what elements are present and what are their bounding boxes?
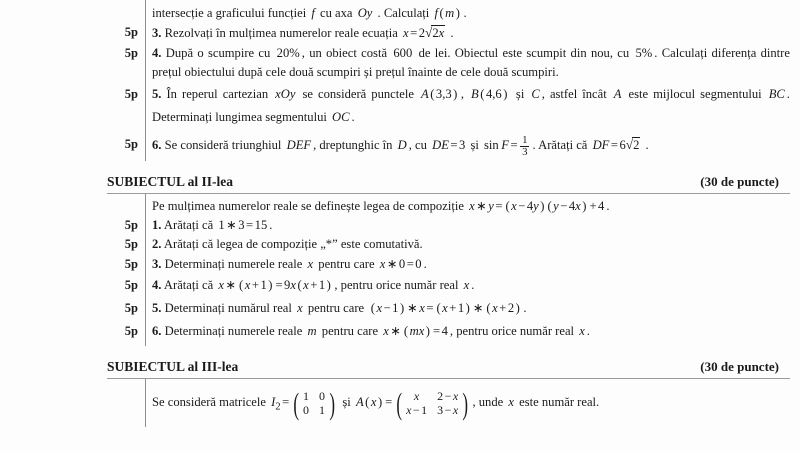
subject-1-block xyxy=(107,0,790,161)
frag-dupa-d: Calculați diferența dintre prețul obiectului după cele două scumpiri și prețul înainte de cele două scumpiri. xyxy=(152,45,790,80)
math-point-B: B ( 4,6 ) xyxy=(471,86,508,101)
item-text xyxy=(152,274,790,297)
subject-3-intro xyxy=(146,379,790,421)
frag-pentru-orice-2: , pentru orice număr real xyxy=(449,324,575,339)
frag-rezolvati: Rezolvați în mulțimea numerelor reale ecuația xyxy=(164,26,398,41)
frag-si-1: și xyxy=(515,86,525,101)
item-number-s1-4: 4. xyxy=(152,45,162,60)
spacer-after-subject-1 xyxy=(0,161,800,174)
math-point-A: A ( 3,3 ) xyxy=(420,86,458,101)
subject-2-points: (30 de puncte) xyxy=(700,173,779,189)
frag-dot-12: . xyxy=(586,324,590,339)
item-number-s2-1: 1. xyxy=(152,218,162,233)
frag-in-reperul: În reperul cartezian xyxy=(166,86,269,101)
item-text xyxy=(152,255,790,274)
subject-2-item-1 xyxy=(124,216,790,235)
frag-dreptunghic-in: , dreptunghic în xyxy=(313,137,393,152)
math-eq-x-2sqrt2x: x = 2√2x xyxy=(403,25,445,41)
frag-pentru-orice-1: , pentru orice număr real xyxy=(334,278,459,293)
item-text xyxy=(152,297,790,320)
math-xstar-xplus1: x ∗ ( x + 1 ) = 9x ( x + 1 ) xyxy=(218,278,331,293)
subject-2-header xyxy=(0,174,800,190)
frag-dupa-c: de lei. Obiectul este scumpit din nou, cu xyxy=(418,45,630,60)
math-Oy: Oy xyxy=(357,6,373,20)
item-text xyxy=(152,235,790,254)
math-segment-BC: BC xyxy=(768,86,785,101)
subject-2-item-4 xyxy=(124,274,790,297)
math-var-m: m xyxy=(307,324,317,339)
score-label-s2-4: 5p xyxy=(124,278,138,293)
frag-astfel-incat: , astfel încât xyxy=(541,86,607,101)
score-label-s2-5: 5p xyxy=(124,301,138,316)
frag-comma-1: , xyxy=(460,86,464,101)
item-text xyxy=(152,44,790,83)
frag-este-numar-real: este număr real. xyxy=(519,395,600,410)
spacer-after-subject-2 xyxy=(0,346,800,359)
math-point-A2: A xyxy=(613,86,622,101)
item-number-s2-4: 4. xyxy=(152,278,162,293)
frag-pentru-care-1: pentru care xyxy=(318,256,375,271)
value-20-percent: 20% xyxy=(276,45,300,60)
subject-2-item-6 xyxy=(124,320,790,346)
frag-dot-2: . xyxy=(450,26,454,41)
frag-dupa-b: , un obiect costă xyxy=(301,45,388,60)
value-600: 600 xyxy=(393,45,413,60)
item-text xyxy=(152,83,790,129)
math-DF-eq-6sqrt2: DF = 6√2 xyxy=(592,136,640,152)
math-var-x-5: x xyxy=(508,395,514,410)
frag-dot-3: . xyxy=(654,45,658,60)
math-point-C: C xyxy=(531,86,540,101)
score-label-s2-1: 5p xyxy=(124,218,138,233)
math-var-x-3: x xyxy=(297,301,303,316)
subject-2-item-2 xyxy=(124,235,790,254)
score-label-s2-6: 5p xyxy=(124,324,138,339)
score-label-s2-3: 5p xyxy=(124,256,138,271)
item-text xyxy=(152,23,790,43)
subject-1-item-5 xyxy=(124,83,790,129)
subject-2-item-3 xyxy=(124,255,790,274)
frag-se-considera-triunghiul: Se consideră triunghiul xyxy=(164,137,282,152)
continued-text xyxy=(152,4,790,23)
item-text xyxy=(152,216,790,235)
item-number-s2-5: 5. xyxy=(152,301,162,316)
math-f-of-m: f ( m ) xyxy=(434,6,460,20)
frag-cu: , cu xyxy=(408,137,427,152)
frag-dot-8: . xyxy=(269,218,273,233)
math-xstar0-eq-0: x ∗ 0 = 0 xyxy=(379,256,422,271)
subject-3-title: SUBIECTUL al III-lea xyxy=(107,359,239,375)
math-xstar-mx-eq-4: x ∗ ( mx ) = 4 xyxy=(383,324,448,339)
math-segment-OC: OC xyxy=(332,109,350,124)
math-sinF-eq-one-third: sin F = $\frac{1}{3}$ xyxy=(484,133,528,158)
subject-3-points: (30 de puncte) xyxy=(700,359,779,375)
subject-2-item-5 xyxy=(124,297,790,320)
subject-3-header xyxy=(0,359,800,375)
frag-pentru-care-3: pentru care xyxy=(321,324,379,339)
frag-determinati-numarul: Determinați numărul real xyxy=(164,301,292,316)
item-number-s1-6: 6. xyxy=(152,137,162,152)
score-label-s1-5: 5p xyxy=(124,86,138,101)
frag-dupa-a: După o scumpire cu xyxy=(165,45,271,60)
frag-si-2: și xyxy=(470,137,479,152)
frag-si-3: și xyxy=(342,395,351,410)
frag-pentru-care-2: pentru care xyxy=(307,301,365,316)
frag-aratati-ca-2: Arătați că xyxy=(163,218,214,233)
frag-aratati-ca-1: Arătați că xyxy=(538,137,588,152)
math-f: f xyxy=(311,6,315,20)
item-number-s2-2: 2. xyxy=(152,237,162,252)
frag-dot-11: . xyxy=(523,301,527,316)
frag-aratati-ca-3: Arătați că xyxy=(163,278,214,293)
score-label-s1-4: 5p xyxy=(124,45,138,60)
math-1star3-eq-15: 1 ∗ 3 = 15 xyxy=(218,218,268,233)
frag-se-considera-matricele: Se consideră matricele xyxy=(152,395,266,410)
frag-intersectie: intersecție a graficului funcției xyxy=(152,6,307,20)
frag-calculati: . Calculați xyxy=(377,6,430,20)
item-number-s2-6: 6. xyxy=(152,324,162,339)
frag-dot-5: . xyxy=(532,137,536,152)
item-text xyxy=(152,133,790,158)
score-label-s1-6: 5p xyxy=(124,136,138,151)
item-number-s2-3: 3. xyxy=(152,256,162,271)
item-number-s1-5: 5. xyxy=(152,86,162,101)
score-label-s1-3: 5p xyxy=(124,25,138,40)
math-triangle-DEF: DEF xyxy=(286,137,312,152)
math-var-x-1: x xyxy=(307,256,314,271)
math-var-x-4: x xyxy=(579,324,585,339)
math-vertex-D: D xyxy=(397,137,407,152)
item-number-s1-3: 3. xyxy=(152,26,162,41)
math-composition-law: x ∗ y = ( x − 4y ) ( y − 4x ) + 4 xyxy=(469,198,605,213)
math-xOy: xOy xyxy=(275,86,296,101)
frag-se-considera-punctele: se consideră punctele xyxy=(302,86,414,101)
frag-dot-9: . xyxy=(423,256,427,271)
math-identity-matrix-I2: $I_2$ = ( 1 0 0 1 ) xyxy=(271,385,335,421)
frag-determinati-lungimea: . Determinați lungimea segmentului xyxy=(152,86,790,124)
subject-2-title: SUBIECTUL al II-lea xyxy=(107,173,234,189)
math-var-x-2: x xyxy=(463,278,470,293)
frag-unde-x: , unde xyxy=(472,395,504,410)
frag-dot-10: . xyxy=(471,278,475,293)
frag-determinati-numerele-1: Determinați numerele reale xyxy=(164,256,303,271)
frag-determinati-numerele-2: Determinați numerele reale xyxy=(164,324,303,339)
frag-legea-comutativa: Arătați că legea de compoziție „*” este comutativă. xyxy=(163,237,423,252)
frag-este-mijlocul: este mijlocul segmentului xyxy=(628,86,762,101)
subject-2-block xyxy=(107,194,790,347)
frag-pe-multimea: Pe mulțimea numerelor reale se definește legea de compoziție xyxy=(152,198,464,213)
value-5-percent: 5% xyxy=(635,45,653,60)
item-text xyxy=(152,320,790,343)
subject-1-continued-line xyxy=(146,0,790,23)
frag-dot-7: . xyxy=(606,198,610,213)
subject-3-block xyxy=(107,379,790,427)
frag-cu-axa: cu axa xyxy=(320,6,353,20)
subject-1-item-3 xyxy=(124,23,790,43)
intro-text xyxy=(152,197,790,216)
score-label-s2-2: 5p xyxy=(124,237,138,252)
math-xminus1-star-x-eq: ( x − 1 ) ∗ x = ( x + 1 ) ∗ ( x + 2 ) xyxy=(370,301,520,316)
math-DE-eq-3: DE = 3 xyxy=(432,137,466,152)
subject-1-item-4 xyxy=(124,44,790,83)
math-matrix-A-of-x: A ( x ) = ( x 2 − x x − 1 3 − x ) xyxy=(355,385,469,421)
frag-dot-4: . xyxy=(351,109,355,124)
frag-dot-1: . xyxy=(463,6,467,20)
frag-dot-6: . xyxy=(645,137,649,152)
subject-1-item-6 xyxy=(124,129,790,161)
intro-text xyxy=(152,385,790,421)
subject-2-intro xyxy=(146,194,790,216)
